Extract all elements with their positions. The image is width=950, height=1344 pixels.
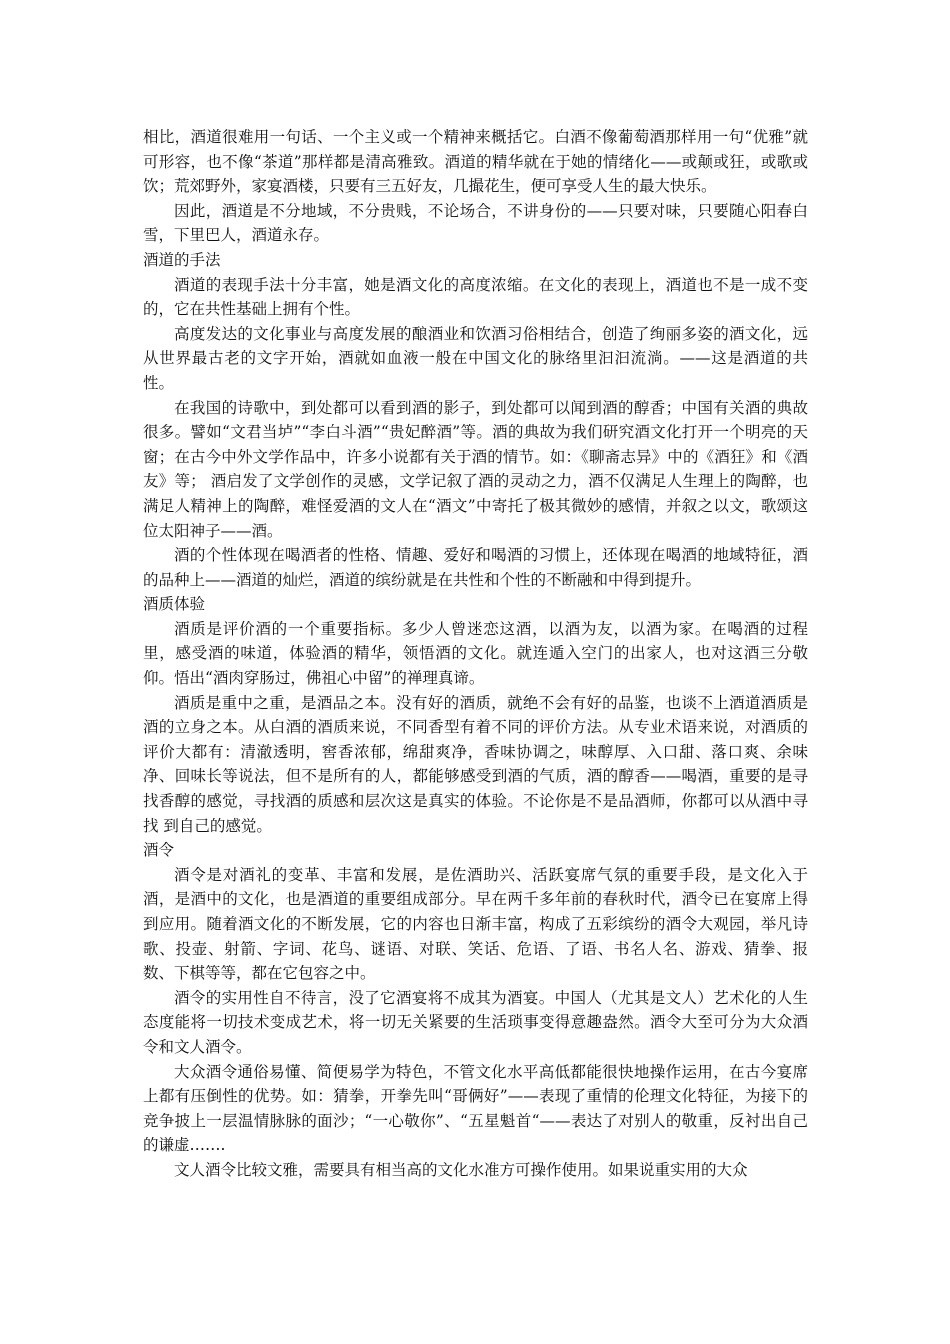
- paragraph: 相比，酒道很难用一句话、一个主义或一个精神来概括它。白酒不像葡萄酒那样用一句“优雅”就可形容，也不像“茶道”那样都是清高雅致。酒道的精华就在于她的情绪化——或颠或狂，或歌或饮；荒郊野外，家宴酒楼，只要有三五好友，几撮花生，便可享受人生的最大快乐。: [143, 128, 808, 196]
- paragraph: 高度发达的文化事业与高度发展的酿酒业和饮酒习俗相结合，创造了绚丽多姿的酒文化，远从世界最古老的文字开始，酒就如血液一般在中国文化的脉络里汩汩流淌。——这是酒道的共性。: [143, 324, 808, 392]
- paragraph: 酒质是评价酒的一个重要指标。多少人曾迷恋这酒，以酒为友，以酒为家。在喝酒的过程里，感受酒的味道，体验酒的精华，领悟酒的文化。就连遁入空门的出家人，也对这酒三分敬仰。悟出“酒肉穿肠过，佛祖心中留”的禅理真谛。: [143, 619, 808, 688]
- paragraph: 酒道的表现手法十分丰富，她是酒文化的高度浓缩。在文化的表现上，酒道也不是一成不变的，它在共性基础上拥有个性。: [143, 275, 808, 319]
- paragraph: 酒令的实用性自不待言，没了它酒宴将不成其为酒宴。中国人（尤其是文人）艺术化的人生态度能将一切技术变成艺术，将一切无关紧要的生活琐事变得意趣盎然。酒令大至可分为大众酒令和文人酒令。: [143, 988, 808, 1056]
- paragraph: 酒质是重中之重，是酒品之本。没有好的酒质，就绝不会有好的品鉴，也谈不上酒道酒质是酒的立身之本。从白酒的酒质来说，不同香型有着不同的评价方法。从专业术语来说，对酒质的评价大都有：清澈透明，窖香浓郁，绵甜爽净，香味协调之，味醇厚、入口甜、落口爽、余味净、回味长等说法，但不是所有的人，都能够感受到酒的气质，酒的醇香——喝酒，重要的是寻找香醇的感觉，寻找酒的质感和层次这是真实的体验。不论你是不是品酒师，你都可以从酒中寻找 到自己的感觉。: [143, 693, 808, 835]
- paragraph: 大众酒令通俗易懂、简便易学为特色，不管文化水平高低都能很快地操作运用，在古今宴席上都有压倒性的优势。如：猜拳，开拳先叫“哥俩好”——表现了重情的伦理文化特征，为接下的竞争披上一层温情脉脉的面沙；“一心敬你”、“五星魁首“——表达了对别人的敬重，反衬出自己的谦虚…….: [143, 1062, 808, 1155]
- section-heading: 酒令: [143, 841, 175, 860]
- paragraph: 因此，酒道是不分地域，不分贵贱，不论场合，不讲身份的——只要对味，只要随心阳春白雪，下里巴人，酒道永存。: [143, 201, 808, 245]
- section-heading: 酒质体验: [143, 595, 206, 614]
- section-heading: 酒道的手法: [143, 250, 221, 269]
- paragraph: 酒的个性体现在喝酒者的性格、情趣、爱好和喝酒的习惯上，还体现在喝酒的地域特征，酒的品种上——酒道的灿烂，酒道的缤纷就是在共性和个性的不断融和中得到提升。: [143, 546, 808, 589]
- paragraph: 酒令是对酒礼的变革、丰富和发展，是佐酒助兴、活跃宴席气氛的重要手段，是文化入于酒，是酒中的文化，也是酒道的重要组成部分。早在两千多年前的春秋时代，酒令已在宴席上得到应用。随着酒文化的不断发展，它的内容也日渐丰富，构成了五彩缤纷的酒令大观园，举凡诗歌、投壶、射箭、字词、花鸟、谜语、对联、笑话、危语、了语、书名人名、游戏、猜拳、报数、下棋等等，都在它包容之中。: [143, 865, 808, 983]
- paragraph: 在我国的诗歌中，到处都可以看到酒的影子，到处都可以闻到酒的醇香；中国有关酒的典故很多。譬如“文君当垆”“李白斗酒”“贵妃醉酒”等。酒的典故为我们研究酒文化打开一个明亮的天窗；在古今中外文学作品中，许多小说都有关于酒的情节。如：《聊斋志异》中的《酒狂》和《酒友》等； 酒启发了文学创作的灵感，文学记叙了酒的灵动之力，酒不仅满足人生理上的陶醉，也满足人精神上的陶醉，难怪爱酒的文人在“酒文”中寄托了极其微妙的感情，并叙之以文，歌颂这位太阳神子——酒。: [143, 398, 808, 540]
- document-body: [143, 125, 808, 1183]
- paragraph: 文人酒令比较文雅，需要具有相当高的文化水准方可操作使用。如果说重实用的大众: [174, 1160, 748, 1179]
